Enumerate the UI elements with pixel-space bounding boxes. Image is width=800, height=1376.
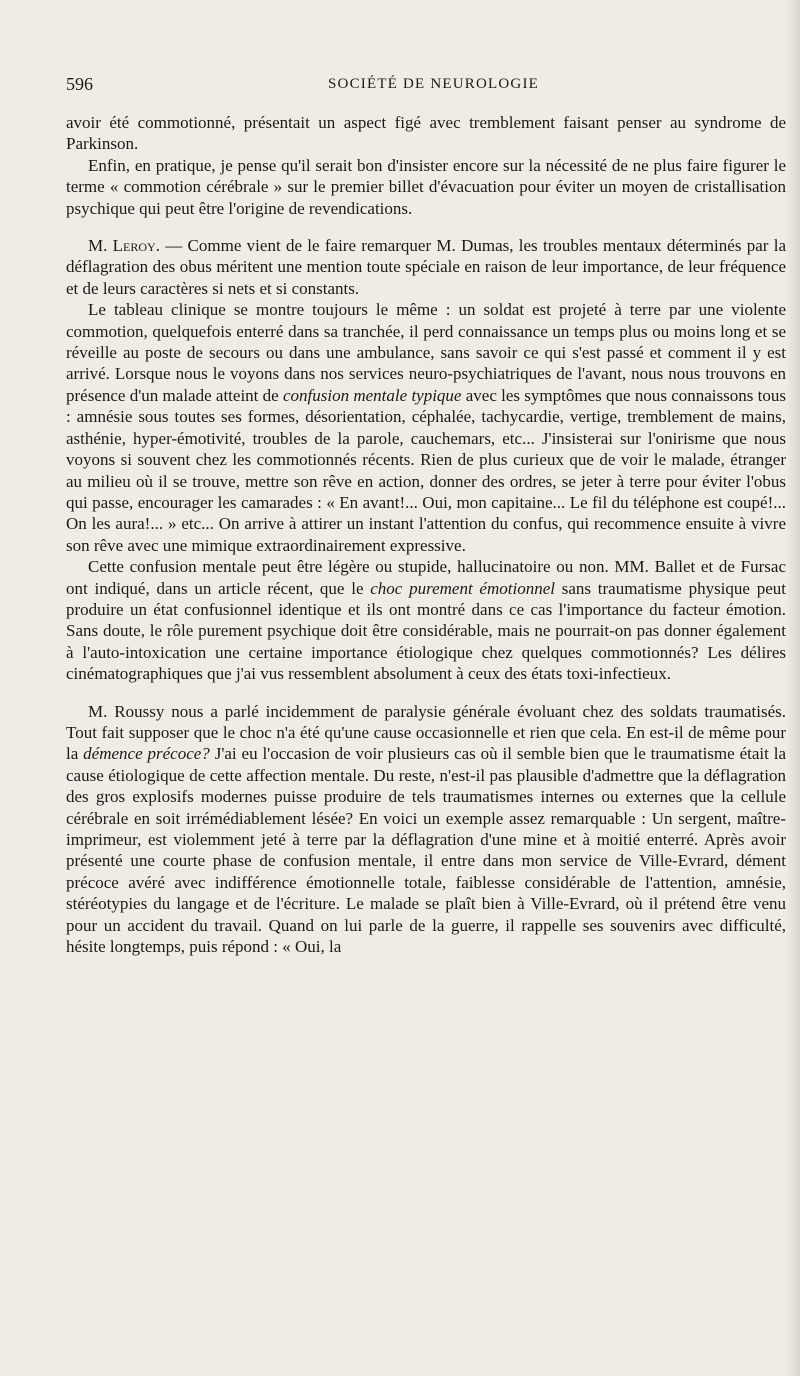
- paragraph-text: M. Roussy nous a parlé incidemment de paralysie générale évoluant chez des soldats traumatisés. Tout fait supposer que le choc n'a été qu'une cause occasionnelle et rien que cela. En est-il de même pour la: [66, 701, 786, 764]
- page-header: [66, 70, 770, 104]
- paragraph: [66, 299, 786, 556]
- running-head: SOCIÉTÉ DE NEUROLOGIE: [328, 76, 540, 92]
- paragraph: [66, 556, 786, 684]
- page-number: 596: [66, 74, 93, 94]
- paragraph-text: J'ai eu l'occasion de voir plusieurs cas où il semble bien que le traumatisme était la cause étiologique de cette affection mentale. Du reste, n'est-il pas plausible d'admettre que la déflagration des gros explosifs modernes puisse produire de tels traumatismes internes ou externes que la cellule cérébrale en soit irrémédiablement lésée? En voici un exemple assez remarquable : Un sergent, maître-imprimeur, est violemment jeté à terre par la déflagration d'une mine et à moitié enterré. Après avoir présenté une courte phase de confusion mentale, il entre dans mon service de Ville-Evrard, dément précoce avéré avec indifférence émotionnelle totale, faiblesse considérable de l'attention, amnésie, stéréotypies du langage et de l'écriture. Le malade se plaît bien à Ville-Evrard, où il prétend être venu pour un accident du travail. Quand on lui parle de la guerre, il rappelle ses souvenirs avec difficulté, hésite longtemps, puis répond : « Oui, la: [66, 744, 786, 957]
- paragraph-leroy: [66, 235, 786, 299]
- paragraph-text: avec les symptômes que nous connaissons tous : amnésie sous toutes ses formes, désorientation, céphalée, tachycardie, vertige, tremblement de mains, asthénie, hyper-émotivité, troubles de la parole, cauchemars, etc... J'insisterai sur l'onirisme que nous voyons si souvent chez les commotionnés récents. Rien de plus curieux que de voir le malade, étranger au milieu où il se trouve, mettre son rêve en action, donner des ordres, se jeter à terre pour éviter l'obus qui passe, encourager les camarades : « En avant!... Oui, mon capitaine... Le fil du téléphone est coupé!... On les aura!... » etc... On arrive à attirer un instant l'attention du confus, qui recommence ensuite à vivre son rêve avec une mimique extraordinairement expressive.: [66, 385, 786, 555]
- italic-term: confusion mentale typique: [282, 385, 462, 405]
- paragraph-text: Cette confusion mentale peut être légère ou stupide, hallucinatoire ou non. MM. Ballet et de Fursac ont indiqué, dans un article récent, que le: [66, 557, 786, 598]
- paragraph-text: avoir été commotionné, présentait un aspect figé avec tremblement faisant penser au syndrome de Parkinson.: [66, 113, 786, 154]
- paragraph-roussy: [66, 701, 786, 958]
- paragraph-text: — Comme vient de le faire remarquer M. Dumas, les troubles mentaux déterminés par la déflagration des obus méritent une mention toute spéciale en raison de leur importance, de leur fréquence et de leurs caractères si nets et si constants.: [66, 236, 787, 298]
- speaker-name: M. Leroy.: [88, 236, 160, 256]
- paragraph-text: Le tableau clinique se montre toujours le même : un soldat est projeté à terre par une violente commotion, quelquefois enterré dans sa tranchée, il perd connaissance un temps plus ou moins long et se réveille au poste de secours ou dans une ambulance, sans savoir ce qui s'est passé et comment il y est arrivé. Lorsque nous le voyons dans nos services neuro-psychiatriques de l'avant, nous nous trouvons en présence d'un malade atteint de: [66, 300, 786, 405]
- paragraph-text: sans traumatisme physique peut produire un état confusionnel identique et ils ont montré dans ce cas l'importance du facteur émotion. Sans doute, le rôle purement psychique doit être considérable, mais ne pourrait-on pas donner également à l'auto-intoxication une certaine importance étiologique chez quelques commotionnés? Les délires cinématographiques que j'ai vus ressemblent absolument à ceux des états toxi-infectieux.: [66, 578, 786, 684]
- italic-term: choc purement émotionnel: [370, 578, 555, 598]
- italic-term: démence précoce?: [83, 744, 210, 764]
- body-text: [66, 112, 786, 957]
- paragraph-continuation: [66, 112, 786, 155]
- page-edge-shadow: [786, 0, 800, 1376]
- paragraph-text: Enfin, en pratique, je pense qu'il serait bon d'insister encore sur la nécessité de ne plus faire figurer le terme « commotion cérébrale » sur le premier billet d'évacuation pour éviter un moyen de cristallisation psychique qui peut être l'origine de revendications.: [66, 155, 786, 218]
- paragraph: [66, 155, 786, 219]
